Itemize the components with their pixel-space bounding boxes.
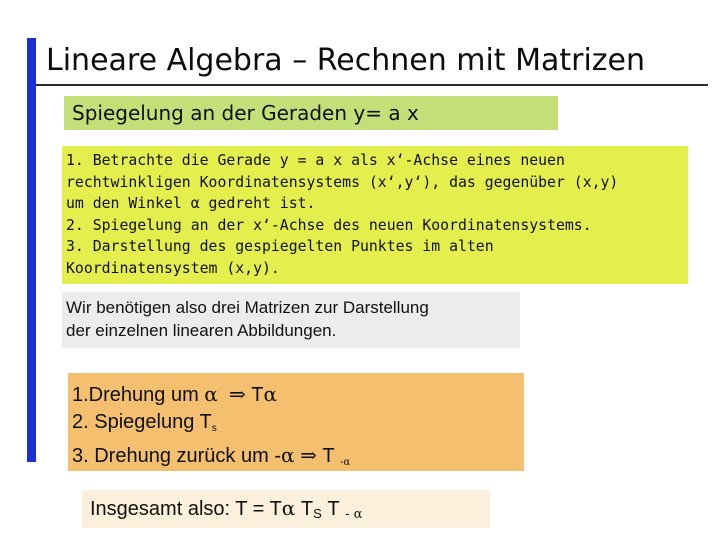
matrix-step-rotation <box>72 381 524 409</box>
note-box <box>62 292 520 348</box>
steps-line: Koordinatensystem (x,y). <box>66 259 280 277</box>
note-line: der einzelnen linearen Abbildungen. <box>66 321 337 340</box>
subscript: s <box>211 423 217 434</box>
matrix-symbol: T <box>327 498 340 520</box>
steps-line: rechtwinkligen Koordinatensystems (x‘,y‘), das gegenüber (x,y) <box>66 173 619 191</box>
matrix-symbol: T <box>322 445 335 467</box>
subtitle-text: Spiegelung an der Geraden y= a x <box>72 101 419 125</box>
page-title: Lineare Algebra – Rechnen mit Matrizen <box>46 43 646 78</box>
matrix-steps-box <box>68 373 524 471</box>
subscript: -α <box>340 457 351 468</box>
matrix-step-text: 2. Spiegelung T <box>72 411 212 433</box>
steps-line: 1. Betrachte die Gerade y = a x als x‘-Achse eines neuen <box>66 152 565 169</box>
implies-symbol: ⇒ <box>300 443 317 467</box>
matrix-symbol: T <box>251 384 264 406</box>
matrix-step-reflection <box>72 409 524 442</box>
note-line: Wir benötigen also drei Matrizen zur Darstellung <box>66 298 429 317</box>
subscript: - α <box>345 507 363 522</box>
implies-symbol: ⇒ <box>228 382 246 406</box>
matrix-symbol: T <box>300 498 314 520</box>
accent-bar <box>27 38 36 462</box>
steps-line: um den Winkel α gedreht ist. <box>66 195 316 212</box>
steps-line: 3. Darstellung des gespiegelten Punktes im alten <box>66 238 494 255</box>
total-formula-text: Insgesamt also: T = T <box>90 498 282 520</box>
alpha-symbol: α <box>263 382 277 406</box>
matrix-step-text: 3. Drehung zurück um - <box>72 445 281 467</box>
title-underline <box>36 84 708 86</box>
total-formula-box <box>82 490 490 528</box>
alpha-symbol: α <box>204 382 218 406</box>
alpha-symbol: α <box>281 496 296 520</box>
steps-line: 2. Spiegelung an der x‘-Achse des neuen Koordinatensystems. <box>66 216 592 234</box>
steps-box <box>62 146 688 284</box>
matrix-step-back-rotation <box>72 442 524 476</box>
subtitle-box <box>64 96 558 130</box>
matrix-step-text: 1.Drehung um <box>72 384 205 406</box>
subscript: S <box>313 506 322 521</box>
alpha-symbol: α <box>280 443 295 467</box>
